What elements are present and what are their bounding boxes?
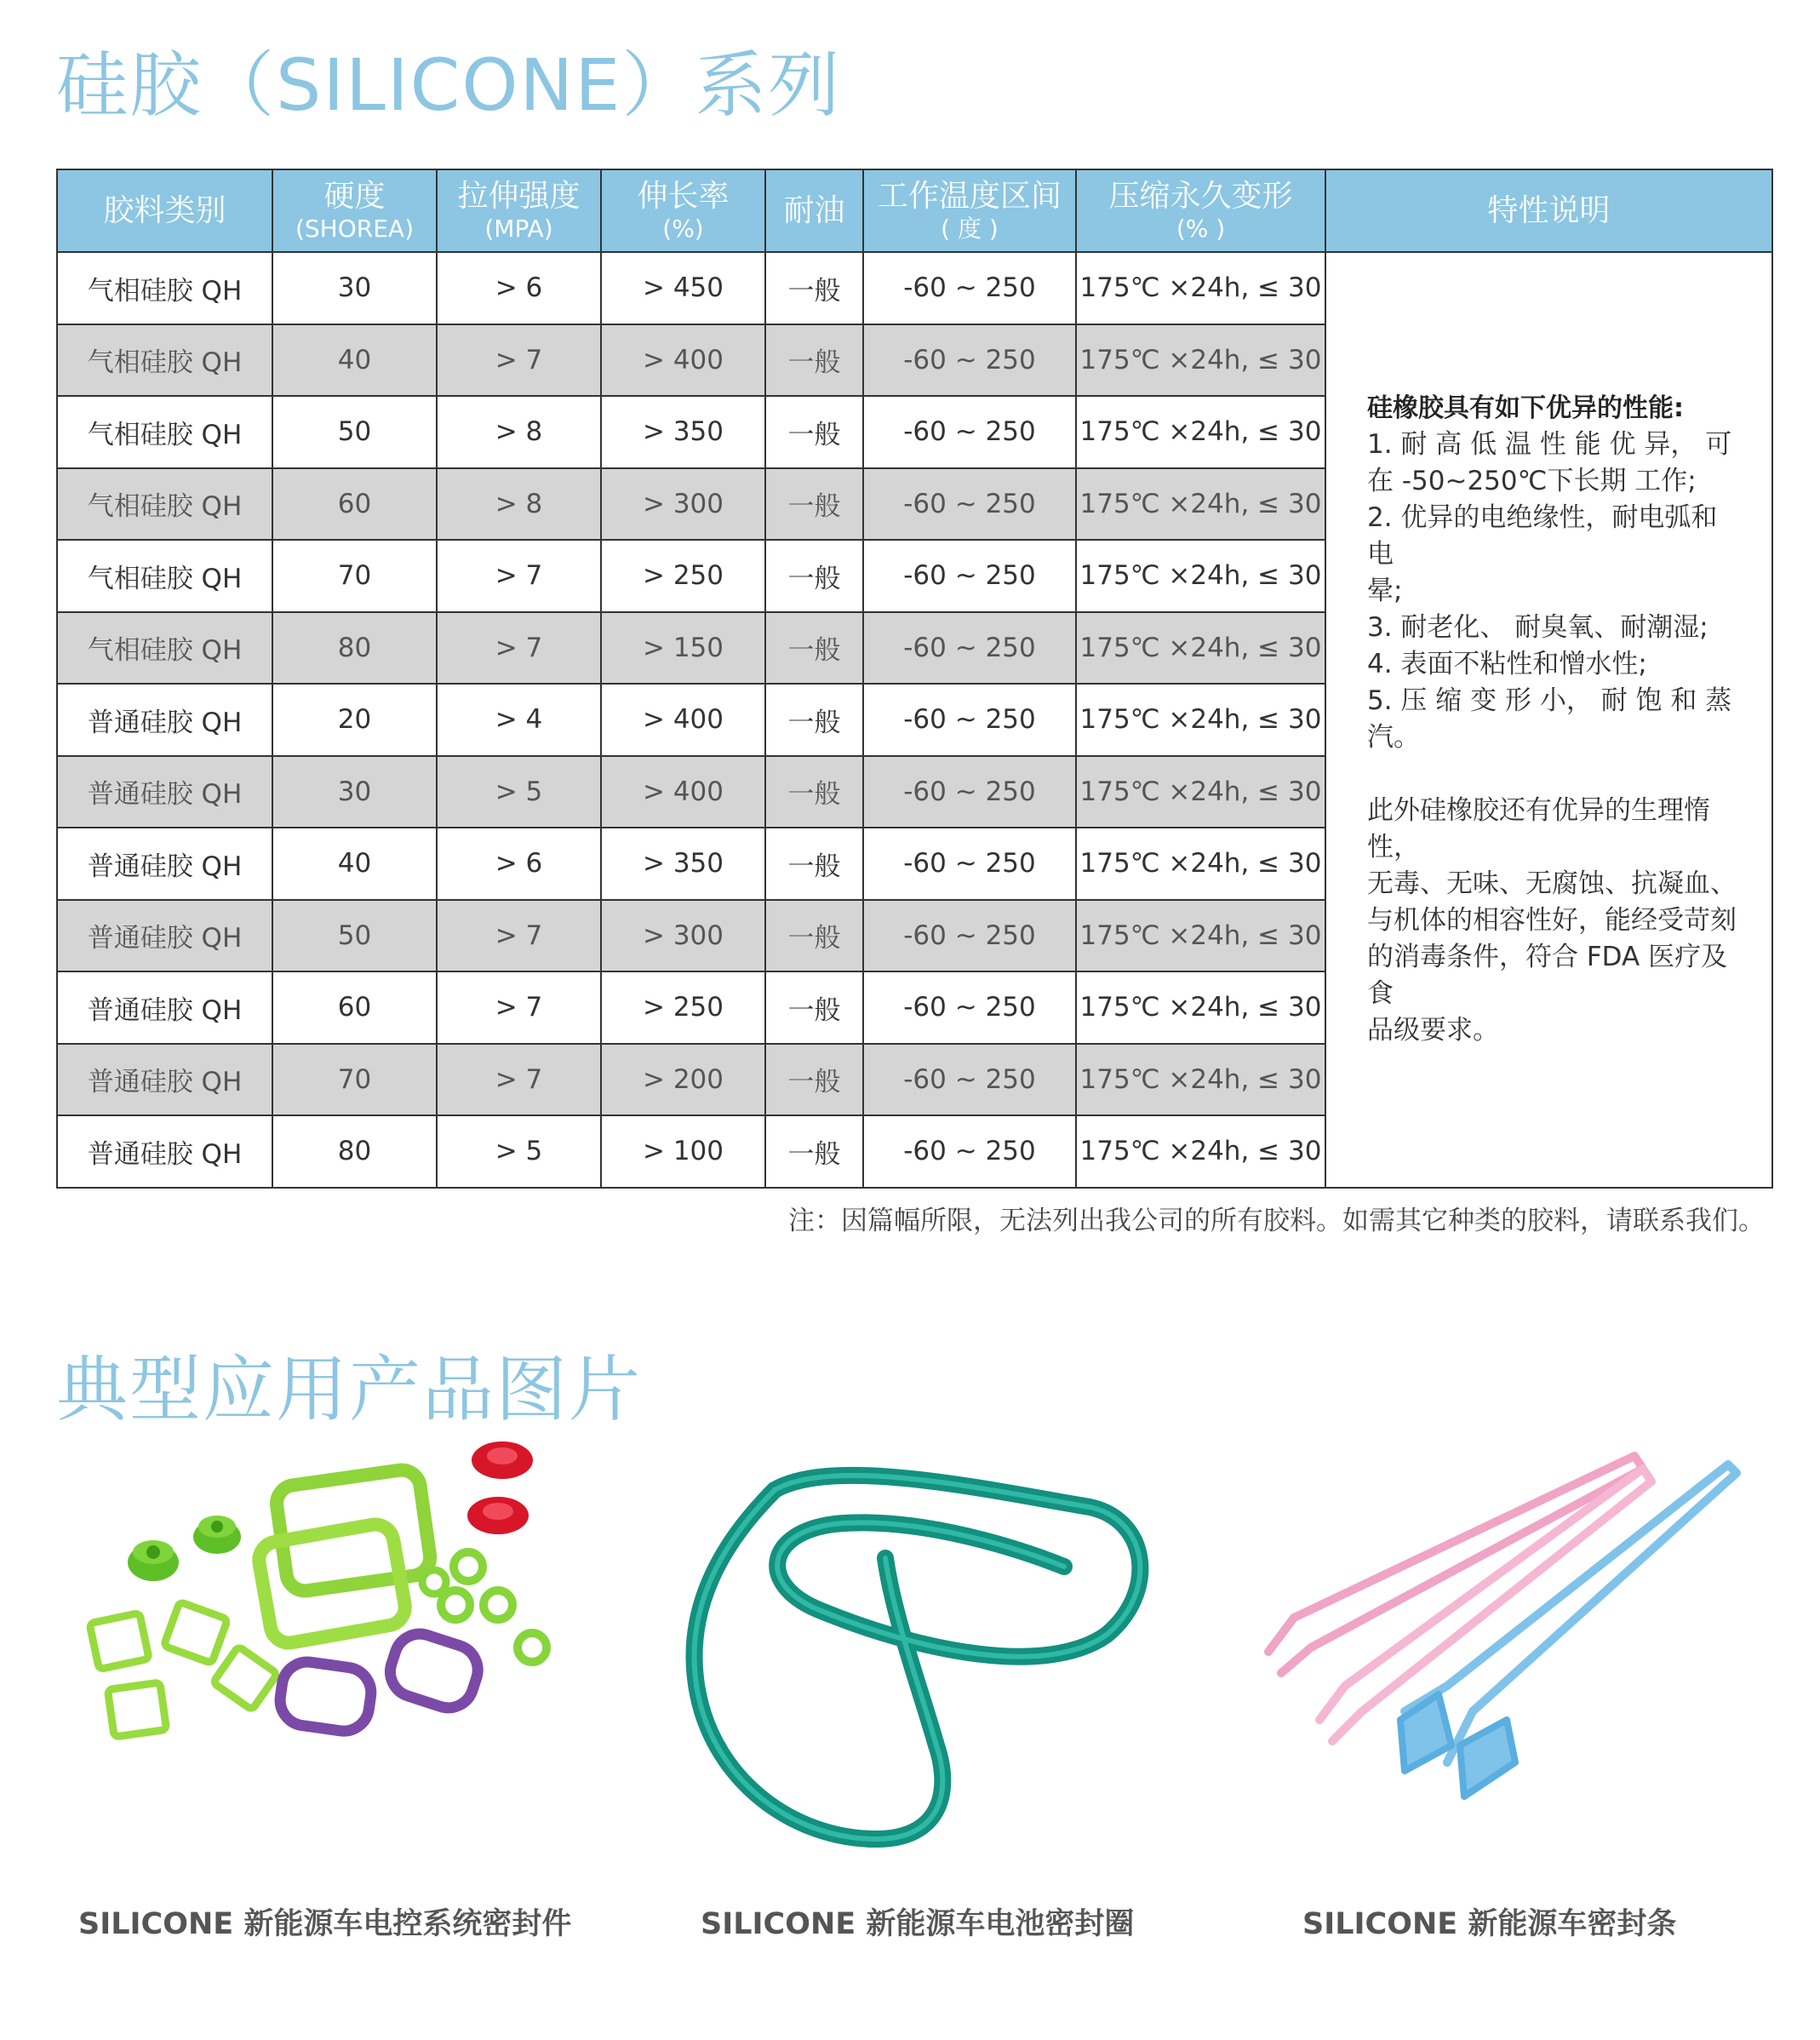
cell-category: 气相硅胶 QH	[57, 540, 272, 612]
description-line: 无毒、无味、无腐蚀、抗凝血、	[1367, 868, 1737, 900]
cell-compression: 175℃ ×24h, ≤ 30	[1076, 756, 1325, 828]
cell-elongation: > 200	[601, 1044, 765, 1116]
cell-category: 普通硅胶 QH	[57, 828, 272, 900]
cell-compression: 175℃ ×24h, ≤ 30	[1076, 324, 1325, 397]
header-label: 工作温度区间	[877, 178, 1062, 214]
cell-tensile: > 6	[437, 828, 601, 900]
product-image-battery-seal	[664, 1439, 1192, 1890]
cell-elongation: > 250	[601, 971, 765, 1044]
cell-tensile: > 7	[437, 540, 601, 612]
product-caption: SILICONE 新能源车电池密封圈	[701, 1907, 1135, 1941]
cell-elongation: > 350	[601, 396, 765, 468]
header-category	[57, 169, 272, 252]
header-temperature	[863, 169, 1076, 252]
cell-tensile: > 6	[437, 252, 601, 324]
cell-oil: 一般	[765, 612, 863, 685]
header-label: 压缩永久变形	[1108, 178, 1293, 214]
cell-elongation: > 150	[601, 612, 765, 685]
cell-compression: 175℃ ×24h, ≤ 30	[1076, 540, 1325, 612]
cell-hardness: 30	[272, 756, 437, 828]
cell-category: 普通硅胶 QH	[57, 971, 272, 1044]
description-line: 4. 表面不粘性和憎水性;	[1367, 649, 1647, 680]
cell-category: 普通硅胶 QH	[57, 900, 272, 972]
header-unit: (SHOREA)	[295, 215, 414, 244]
cell-category: 气相硅胶 QH	[57, 252, 272, 324]
cell-oil: 一般	[765, 684, 863, 756]
cell-compression: 175℃ ×24h, ≤ 30	[1076, 252, 1325, 324]
cell-hardness: 80	[272, 1115, 437, 1188]
cell-category: 普通硅胶 QH	[57, 1115, 272, 1188]
header-label: 特性说明	[1487, 192, 1611, 228]
header-compression-set	[1076, 169, 1325, 252]
cell-category: 气相硅胶 QH	[57, 468, 272, 541]
cell-oil: 一般	[765, 468, 863, 541]
cell-hardness: 40	[272, 828, 437, 900]
seal-parts-icon	[68, 1439, 596, 1890]
cell-hardness: 20	[272, 684, 437, 756]
header-label: 胶料类别	[103, 192, 226, 228]
header-unit: ( 度 )	[941, 215, 999, 244]
cell-temperature: -60 ~ 250	[863, 971, 1076, 1044]
cell-hardness: 70	[272, 540, 437, 612]
cell-temperature: -60 ~ 250	[863, 252, 1076, 324]
cell-hardness: 30	[272, 252, 437, 324]
table-body	[57, 252, 1772, 1188]
cell-category: 普通硅胶 QH	[57, 756, 272, 828]
battery-seal-ring-icon	[664, 1439, 1192, 1890]
description-line: 在 -50~250℃下长期 工作;	[1367, 466, 1697, 497]
cell-compression: 175℃ ×24h, ≤ 30	[1076, 468, 1325, 541]
cell-hardness: 80	[272, 612, 437, 685]
header-label: 硬度	[323, 178, 386, 214]
page-title: 硅胶（SILICONE）系列	[56, 43, 842, 127]
cell-elongation: > 400	[601, 756, 765, 828]
cell-oil: 一般	[765, 900, 863, 972]
cell-category: 气相硅胶 QH	[57, 612, 272, 685]
cell-elongation: > 400	[601, 324, 765, 397]
cell-compression: 175℃ ×24h, ≤ 30	[1076, 1044, 1325, 1116]
cell-oil: 一般	[765, 540, 863, 612]
table-header-row	[57, 169, 1772, 252]
cell-tensile: > 7	[437, 900, 601, 972]
header-unit: (%)	[662, 215, 704, 244]
cell-elongation: > 100	[601, 1115, 765, 1188]
cell-hardness: 40	[272, 324, 437, 397]
cell-tensile: > 7	[437, 324, 601, 397]
header-description	[1325, 169, 1772, 252]
description-line: 3. 耐老化、 耐臭氧、耐潮湿;	[1367, 612, 1708, 644]
cell-tensile: > 4	[437, 684, 601, 756]
cell-category: 气相硅胶 QH	[57, 396, 272, 468]
cell-hardness: 50	[272, 396, 437, 468]
cell-temperature: -60 ~ 250	[863, 1044, 1076, 1116]
cell-elongation: > 450	[601, 252, 765, 324]
description-line: 品级要求。	[1367, 1015, 1499, 1046]
cell-oil: 一般	[765, 828, 863, 900]
description-cell	[1325, 252, 1772, 1188]
description-line: 2. 优异的电绝缘性，耐电弧和电	[1367, 502, 1718, 570]
header-oil-resistance	[765, 169, 863, 252]
cell-hardness: 50	[272, 900, 437, 972]
cell-category: 气相硅胶 QH	[57, 324, 272, 397]
cell-temperature: -60 ~ 250	[863, 396, 1076, 468]
cell-tensile: > 7	[437, 612, 601, 685]
header-hardness	[272, 169, 437, 252]
cell-oil: 一般	[765, 971, 863, 1044]
cell-hardness: 60	[272, 468, 437, 541]
cell-temperature: -60 ~ 250	[863, 468, 1076, 541]
cell-elongation: > 250	[601, 540, 765, 612]
cell-compression: 175℃ ×24h, ≤ 30	[1076, 900, 1325, 972]
cell-temperature: -60 ~ 250	[863, 540, 1076, 612]
cell-temperature: -60 ~ 250	[863, 324, 1076, 397]
cell-temperature: -60 ~ 250	[863, 1115, 1076, 1188]
description-line: 1. 耐 高 低 温 性 能 优 异， 可	[1367, 429, 1732, 461]
cell-category: 普通硅胶 QH	[57, 684, 272, 756]
description-line: 晕;	[1367, 576, 1403, 607]
table-row	[57, 252, 1772, 324]
cell-elongation: > 400	[601, 684, 765, 756]
cell-temperature: -60 ~ 250	[863, 684, 1076, 756]
cell-elongation: > 300	[601, 900, 765, 972]
cell-compression: 175℃ ×24h, ≤ 30	[1076, 1115, 1325, 1188]
header-tensile	[437, 169, 601, 252]
cell-elongation: > 300	[601, 468, 765, 541]
cell-tensile: > 8	[437, 396, 601, 468]
cell-hardness: 60	[272, 971, 437, 1044]
cell-elongation: > 350	[601, 828, 765, 900]
cell-oil: 一般	[765, 1115, 863, 1188]
cell-oil: 一般	[765, 396, 863, 468]
product-caption: SILICONE 新能源车密封条	[1302, 1907, 1677, 1941]
silicone-spec-table	[56, 169, 1773, 1189]
cell-compression: 175℃ ×24h, ≤ 30	[1076, 684, 1325, 756]
header-unit: (MPA)	[484, 215, 553, 244]
cell-tensile: > 5	[437, 756, 601, 828]
cell-tensile: > 7	[437, 971, 601, 1044]
cell-temperature: -60 ~ 250	[863, 756, 1076, 828]
cell-tensile: > 8	[437, 468, 601, 541]
header-label: 拉伸强度	[457, 178, 581, 214]
product-caption: SILICONE 新能源车电控系统密封件	[78, 1907, 572, 1941]
description-line: 此外硅橡胶还有优异的生理惰性，	[1367, 795, 1710, 863]
sealing-strip-icon	[1234, 1439, 1762, 1890]
header-label: 伸长率	[637, 178, 730, 214]
description-line: 5. 压 缩 变 形 小， 耐 饱 和 蒸 汽。	[1367, 685, 1732, 754]
description-heading: 硅橡胶具有如下优异的性能:	[1367, 393, 1684, 424]
cell-compression: 175℃ ×24h, ≤ 30	[1076, 612, 1325, 685]
cell-temperature: -60 ~ 250	[863, 828, 1076, 900]
cell-hardness: 70	[272, 1044, 437, 1116]
cell-tensile: > 5	[437, 1115, 601, 1188]
cell-compression: 175℃ ×24h, ≤ 30	[1076, 828, 1325, 900]
cell-oil: 一般	[765, 756, 863, 828]
product-image-seal-parts	[68, 1439, 596, 1890]
cell-oil: 一般	[765, 324, 863, 397]
cell-temperature: -60 ~ 250	[863, 900, 1076, 972]
cell-temperature: -60 ~ 250	[863, 612, 1076, 685]
header-label: 耐油	[783, 192, 845, 228]
description-line: 与机体的相容性好，能经受苛刻	[1367, 905, 1737, 937]
description-line: 的消毒条件，符合 FDA 医疗及食	[1367, 942, 1728, 1010]
header-elongation	[601, 169, 765, 252]
cell-compression: 175℃ ×24h, ≤ 30	[1076, 971, 1325, 1044]
cell-oil: 一般	[765, 252, 863, 324]
cell-oil: 一般	[765, 1044, 863, 1116]
cell-category: 普通硅胶 QH	[57, 1044, 272, 1116]
footnote: 注：因篇幅所限，无法列出我公司的所有胶料。如需其它种类的胶料，请联系我们。	[788, 1206, 1765, 1236]
product-image-sealing-strip	[1234, 1439, 1762, 1890]
cell-tensile: > 7	[437, 1044, 601, 1116]
section-title: 典型应用产品图片	[56, 1348, 643, 1431]
header-unit: (% )	[1176, 215, 1226, 244]
cell-compression: 175℃ ×24h, ≤ 30	[1076, 396, 1325, 468]
